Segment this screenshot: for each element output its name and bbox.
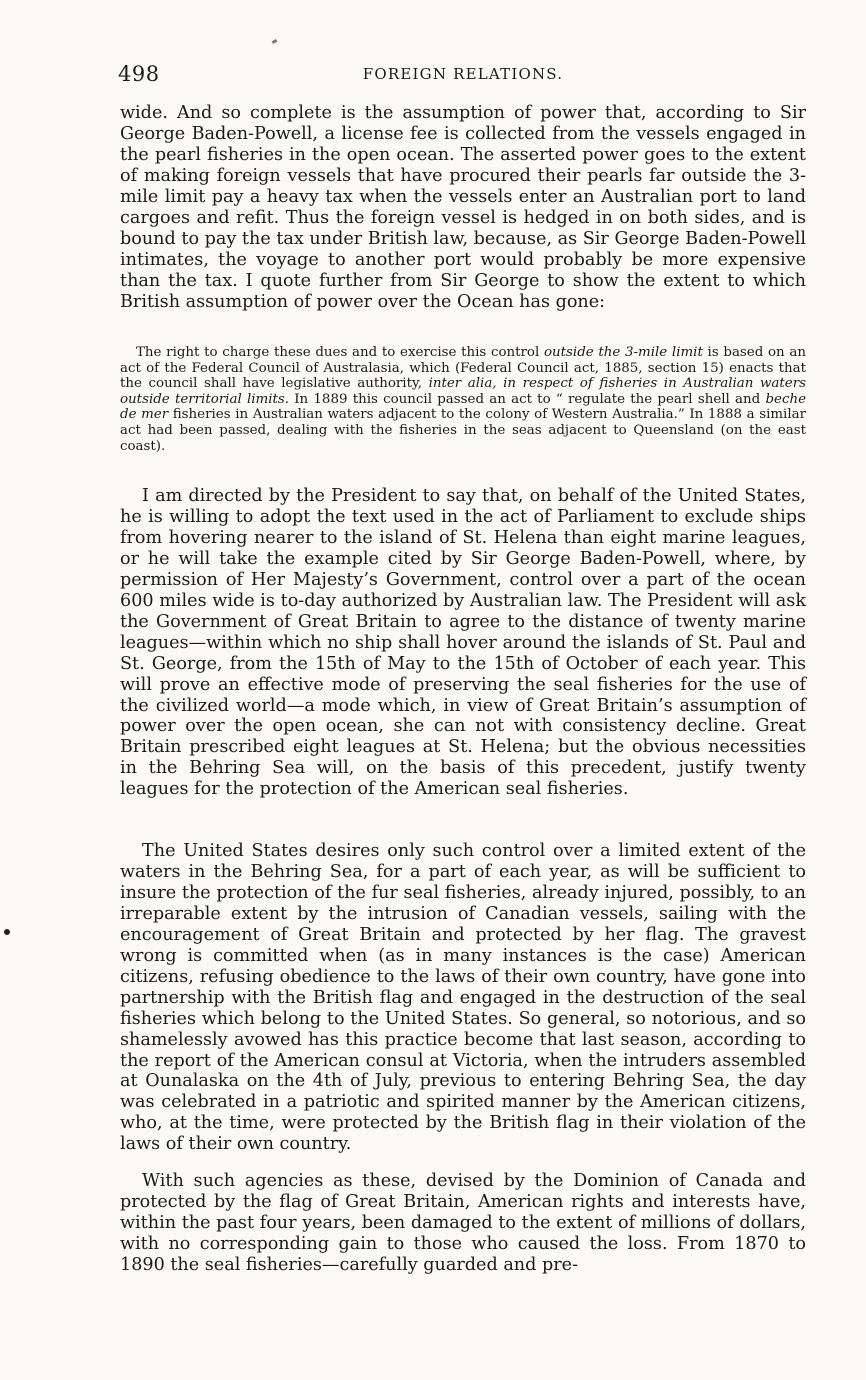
quote-text-4: fisheries in Australian waters adjacent to the colony of Western Australia.” In 1888 a similar act had been passed, dealing with the fisheries in the seas adjacent to Queensland (on the east coast). (120, 407, 806, 454)
running-head: FOREIGN RELATIONS. (362, 65, 564, 83)
quote-italic-1: outside the 3-mile limit (543, 345, 703, 360)
block-quote-baden-powell (120, 345, 806, 454)
page-number: 498 (118, 62, 160, 86)
paragraph-president-proposal: I am directed by the President to say that, on behalf of the United States, he is willing to adopt the text used in the act of Parliament to exclude ships from hovering nearer to the island of St. Helena than eight marine leagues, or he will take the example cited by Sir George Baden-Powell, where, by permission of Her Majesty’s Government, control over a part of the ocean 600 miles wide is to-day authorized by Australian law. The President will ask the Government of Great Britain to agree to the distance of twenty marine leagues—within which no ship shall hover around the islands of St. Paul and St. George, from the 15th of May to the 15th of October of each year. This will prove an effective mode of preserving the seal fisheries for the use of the civilized world—a mode which, in view of Great Britain’s assumption of power over the open ocean, she can not with consistency decline. Great Britain prescribed eight leagues at St. Helena; but the obvious necessities in the Behring Sea will, on the basis of this precedent, justify twenty leagues for the protection of the American seal fisheries. (120, 486, 806, 800)
page-header (118, 62, 808, 88)
quote-text-2: is based on an act of the Federal Council of Australasia, which (Federal Council act, 1885, section 15) enacts that the council shall have legislative authority, (120, 345, 806, 392)
ink-speck (4, 929, 10, 935)
quote-text-3: In 1889 this council passed an act to “ regulate the pearl shell and (289, 391, 766, 407)
paragraph-agencies: With such agencies as these, devised by the Dominion of Canada and protected by the flag of Great Britain, American rights and interests have, within the past four years, been damaged to the extent of millions of dollars, with no corresponding gain to those who caused the loss. From 1870 to 1890 the seal fisheries—carefully guarded and pre- (120, 1171, 806, 1275)
paragraph-united-states-desires: The United States desires only such control over a limited extent of the waters in the Behring Sea, for a part of each year, as will be sufficient to insure the protection of the fur seal fisheries, already injured, possibly, to an irreparable extent by the intrusion of Canadian vessels, sailing with the encouragement of Great Britain and protected by her flag. The gravest wrong is committed when (as in many instances is the case) American citizens, refusing obedience to the laws of their own country, have gone into partnership with the British flag and engaged in the destruction of the seal fisheries which belong to the United States. So general, so notorious, and so shamelessly avowed has this practice become that last season, according to the report of the American consul at Victoria, when the intruders assembled at Ounalaska on the 4th of July, previous to entering Behring Sea, the day was celebrated in a patriotic and spirited manner by the American citizens, who, at the time, were protected by the British flag in their violation of the laws of their own country. (120, 841, 806, 1155)
print-mark (272, 39, 278, 44)
quote-text-1: The right to charge these dues and to exercise this control (136, 345, 544, 360)
quote-italic-3: beche de mer (120, 391, 807, 423)
quote-italic-2: inter alia, in respect of fisheries in Australian waters outside territorial limits. (120, 376, 806, 407)
paragraph-wide-assumption: wide. And so complete is the assumption of power that, according to Sir George Baden-Powell, a license fee is collected from the vessels engaged in the pearl fisheries in the open ocean. The asserted power goes to the extent of making foreign vessels that have procured their pearls far outside the 3-mile limit pay a heavy tax when the vessels enter an Australian port to land cargoes and refit. Thus the foreign vessel is hedged in on both sides, and is bound to pay the tax under British law, because, as Sir George Baden-Powell intimates, the voyage to another port would probably be more expensive than the tax. I quote further from Sir George to show the extent to which British assumption of power over the Ocean has gone: (120, 103, 806, 312)
